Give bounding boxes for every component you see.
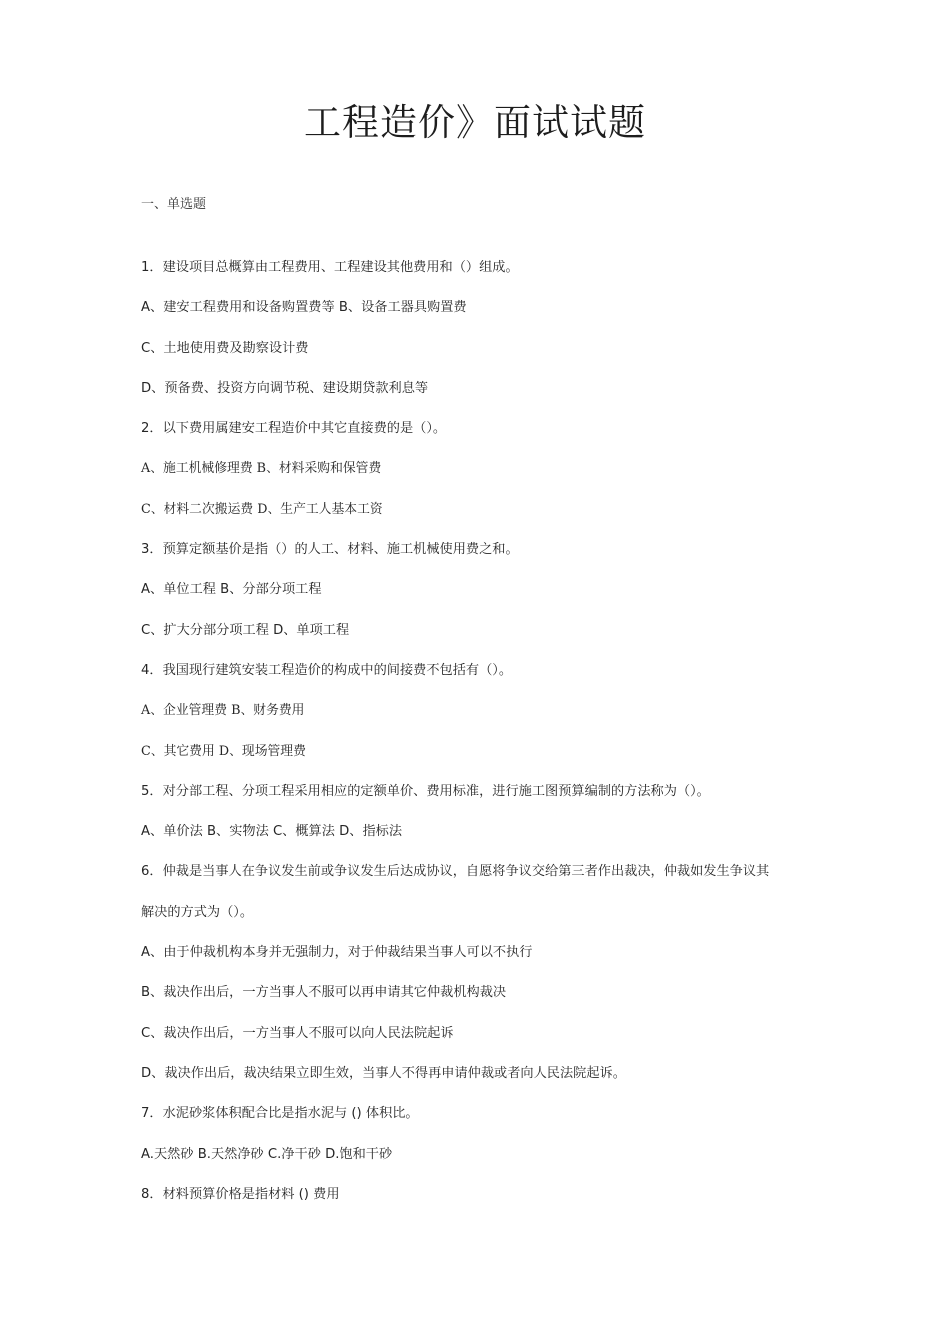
question-6: 6．仲裁是当事人在争议发生前或争议发生后达成协议，自愿将争议交给第三者作出裁决，仲裁如发生争议其 <box>141 864 770 880</box>
question-7: 7．水泥砂浆体积配合比是指水泥与 () 体积比。 <box>141 1106 419 1122</box>
option-line: A.天然砂 B.天然净砂 C.净干砂 D.饱和干砂 <box>141 1146 393 1162</box>
option-line: C、裁决作出后，一方当事人不服可以向人民法院起诉 <box>141 1025 454 1041</box>
question-1: 1．建设项目总概算由工程费用、工程建设其他费用和（）组成。 <box>141 260 519 275</box>
question-8: 8．材料预算价格是指材料 () 费用 <box>141 1186 340 1202</box>
option-line: A、由于仲裁机构本身并无强制力，对于仲裁结果当事人可以不执行 <box>141 945 533 961</box>
option-line: B、裁决作出后，一方当事人不服可以再申请其它仲裁机构裁决 <box>141 985 507 1001</box>
option-line: C、土地使用费及勘察设计费 <box>141 340 309 356</box>
option-line: C、材料二次搬运费 D、生产工人基本工资 <box>141 501 383 517</box>
option-line: D、裁决作出后，裁决结果立即生效，当事人不得再申请仲裁或者向人民法院起诉。 <box>141 1065 626 1081</box>
section-heading: 一、单选题 <box>141 197 207 212</box>
question-list <box>141 257 821 1224</box>
option-line: A、建安工程费用和设备购置费等 B、设备工器具购置费 <box>141 300 467 316</box>
option-line: C、扩大分部分项工程 D、单项工程 <box>141 622 350 638</box>
option-line: D、预备费、投资方向调节税、建设期贷款利息等 <box>141 380 429 396</box>
option-line: A、单价法 B、实物法 C、概算法 D、指标法 <box>141 824 403 840</box>
option-line: A、施工机械修理费 B、材料采购和保管费 <box>141 461 382 477</box>
option-line: A、企业管理费 B、财务费用 <box>141 703 305 719</box>
question-2: 2．以下费用属建安工程造价中其它直接费的是（）。 <box>141 421 447 437</box>
option-line: C、其它费用 D、现场管理费 <box>141 743 306 759</box>
question-5: 5．对分部工程、分项工程采用相应的定额单价、费用标准，进行施工图预算编制的方法称为（）。 <box>141 783 710 799</box>
question-4: 4．我国现行建筑安装工程造价的构成中的间接费不包括有（）。 <box>141 662 513 678</box>
question-6-continuation: 解决的方式为（）。 <box>141 904 254 920</box>
document-title: 工程造价》面试试题 <box>304 101 646 144</box>
option-line: A、单位工程 B、分部分项工程 <box>141 582 322 598</box>
question-3: 3．预算定额基价是指（）的人工、材料、施工机械使用费之和。 <box>141 542 519 558</box>
